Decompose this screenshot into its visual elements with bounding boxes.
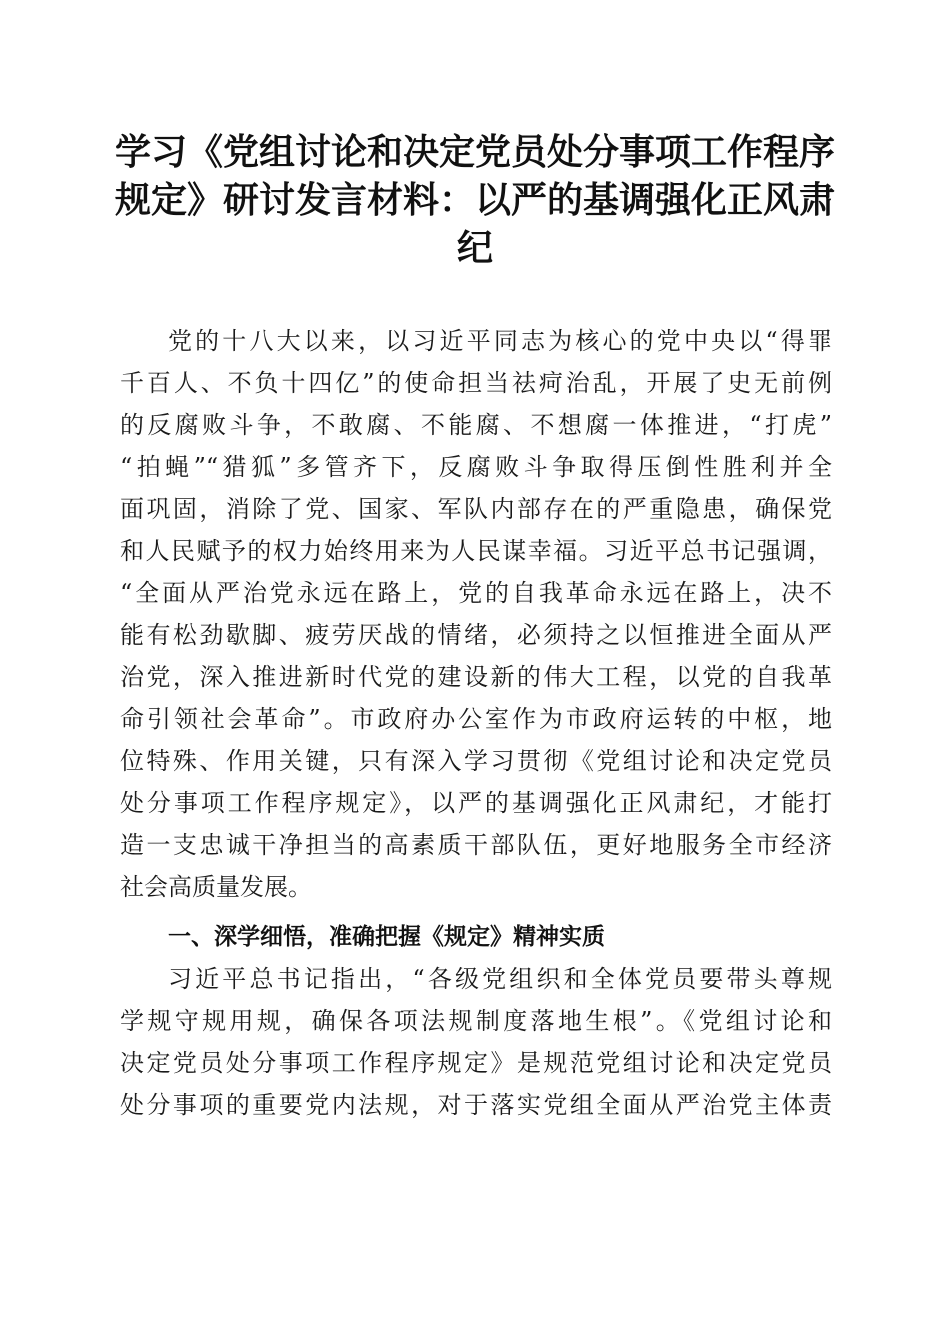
- title-line: 规定》研讨发言材料：以严的基调强化正风肃: [114, 179, 835, 221]
- paragraph-line: 千百人、不负十四亿”的使命担当祛疴治乱，开展了史无前例: [120, 369, 832, 397]
- paragraph-line: “拍蝇”“猎狐”多管齐下，反腐败斗争取得压倒性胜利并全: [120, 453, 832, 481]
- paragraph-line: 习近平总书记指出，“各级党组织和全体党员要带头尊规: [168, 965, 832, 993]
- title-line: 学习《党组讨论和决定党员处分事项工作程序: [114, 131, 835, 173]
- paragraph-2: [120, 958, 832, 1126]
- paragraph-line: 处分事项的重要党内法规，对于落实党组全面从严治党主体责: [120, 1091, 832, 1119]
- paragraph-line: 面巩固，消除了党、国家、军队内部存在的严重隐患，确保党: [120, 495, 832, 523]
- paragraph-line: 和人民赋予的权力始终用来为人民谋幸福。习近平总书记强调，: [120, 537, 832, 565]
- paragraph-1: [120, 320, 832, 908]
- paragraph-line: 能有松劲歇脚、疲劳厌战的情绪，必须持之以恒推进全面从严: [120, 621, 832, 649]
- paragraph-line: 学规守规用规，确保各项法规制度落地生根”。《党组讨论和: [120, 1007, 832, 1035]
- paragraph-line: 决定党员处分事项工作程序规定》是规范党组讨论和决定党员: [120, 1049, 832, 1077]
- title-line: 纪: [456, 227, 493, 269]
- paragraph-line: 处分事项工作程序规定》，以严的基调强化正风肃纪，才能打: [120, 789, 832, 817]
- paragraph-line: 位特殊、作用关键，只有深入学习贯彻《党组讨论和决定党员: [120, 747, 832, 775]
- paragraph-line: 社会高质量发展。: [120, 873, 312, 901]
- document-title: [112, 128, 838, 272]
- section-heading: 一、深学细悟，准确把握《规定》精神实质: [168, 924, 605, 950]
- paragraph-line: “全面从严治党永远在路上，党的自我革命永远在路上，决不: [120, 579, 832, 607]
- paragraph-line: 造一支忠诚干净担当的高素质干部队伍，更好地服务全市经济: [120, 831, 832, 859]
- paragraph-line: 治党，深入推进新时代党的建设新的伟大工程，以党的自我革: [120, 663, 832, 691]
- paragraph-line: 的反腐败斗争，不敢腐、不能腐、不想腐一体推进，“打虎”: [120, 411, 832, 439]
- paragraph-line: 党的十八大以来，以习近平同志为核心的党中央以“得罪: [168, 327, 832, 355]
- document-body: [120, 320, 832, 1126]
- paragraph-line: 命引领社会革命”。市政府办公室作为市政府运转的中枢，地: [120, 705, 832, 733]
